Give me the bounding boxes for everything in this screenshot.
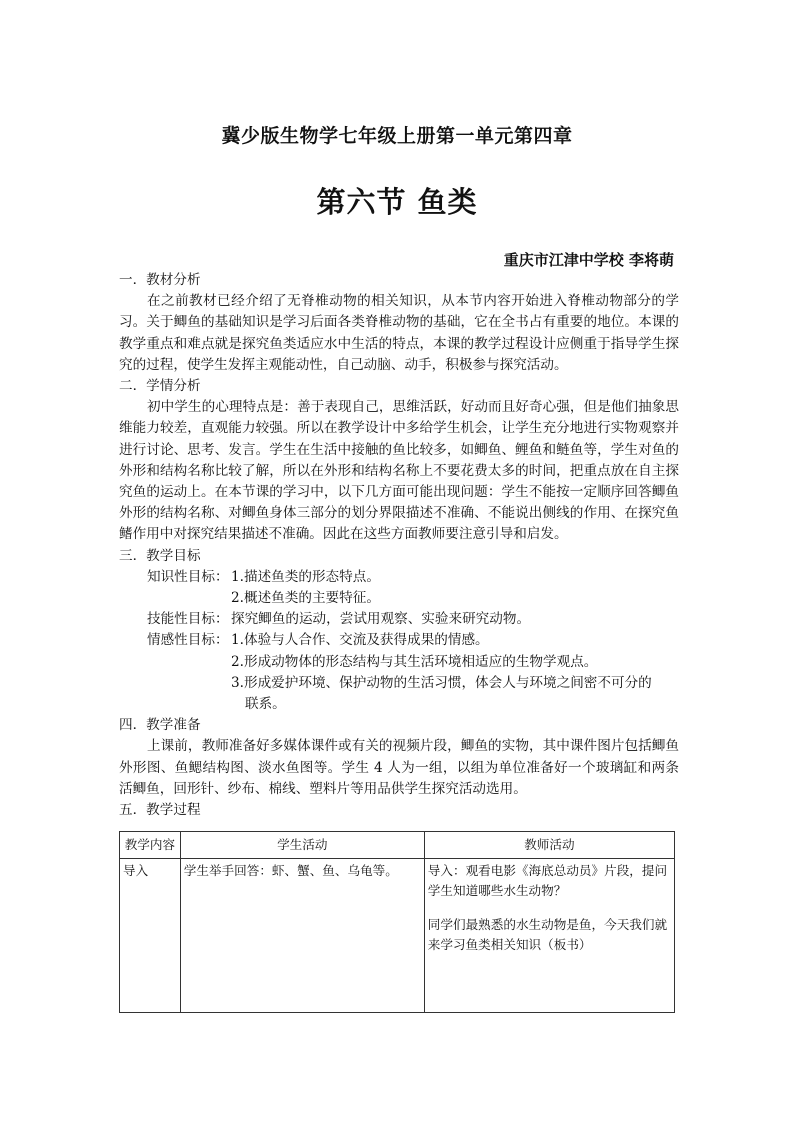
emotion-goal-2: 2.形成动物体的形态结构与其生活环境相适应的生物学观点。 bbox=[231, 653, 598, 670]
section-heading-3: 三．教学目标 bbox=[119, 547, 201, 564]
teaching-process-table bbox=[119, 831, 675, 1013]
table-header-row bbox=[120, 832, 675, 859]
cell-student-activity: 学生举手回答：虾、蟹、鱼、乌龟等。 bbox=[180, 859, 424, 1013]
emotion-goal-3: 3.形成爱护环境、保护动物的生活习惯，体会人与环境之间密不可分的 bbox=[231, 674, 652, 691]
teacher-activity-2: 同学们最熟悉的水生动物是鱼，今天我们就来学习鱼类相关知识（板书） bbox=[427, 917, 668, 952]
cell-content: 导入 bbox=[120, 859, 181, 1013]
section-text-4: 上课前，教师准备好多媒体课件或有关的视频片段，鲫鱼的实物，其中课件图片包括鲫鱼外形图、鱼鳃结构图、淡水鱼图等。学生 4 人为一组，以组为单位准备好一个玻璃缸和两条活鲫鱼，回形针、纱布、棉线、塑料片等用品供学生探究活动选用。 bbox=[119, 738, 679, 797]
column-header-teacher: 教师活动 bbox=[424, 832, 674, 859]
knowledge-goal-2: 2.概述鱼类的主要特征。 bbox=[231, 590, 380, 607]
emotion-goal-1: 1.体验与人合作、交流及获得成果的情感。 bbox=[231, 632, 489, 649]
knowledge-goal-row bbox=[119, 567, 679, 588]
section-heading-2: 二．学情分析 bbox=[119, 378, 201, 395]
document-title: 第六节 鱼类 bbox=[316, 185, 478, 219]
skill-goal-1: 探究鲫鱼的运动，尝试用观察、实验来研究动物。 bbox=[231, 611, 531, 628]
emotion-goal-label: 情感性目标： bbox=[147, 632, 229, 649]
column-header-student: 学生活动 bbox=[180, 832, 424, 859]
document-body bbox=[119, 270, 679, 821]
emotion-goal-3-cont: 联系。 bbox=[245, 696, 286, 713]
skill-goal-label: 技能性目标： bbox=[147, 611, 229, 628]
document-subtitle: 冀少版生物学七年级上册第一单元第四章 bbox=[221, 125, 573, 147]
teacher-activity-1: 导入：观看电影《海底总动员》片段，提问学生知道哪些水生动物？ bbox=[427, 863, 668, 898]
section-heading-5: 五．教学过程 bbox=[119, 802, 201, 819]
emotion-goal-row bbox=[119, 630, 679, 651]
table-row bbox=[120, 859, 675, 1013]
column-header-content: 教学内容 bbox=[120, 832, 181, 859]
cell-teacher-activity bbox=[424, 859, 674, 1013]
section-text-2: 初中学生的心理特点是：善于表现自己，思维活跃，好动而且好奇心强，但是他们抽象思维能力较差，直观能力较强。所以在教学设计中多给学生机会，让学生充分地进行实物观察并进行讨论、思考、发言。学生在生活中接触的鱼比较多，如鲫鱼、鲤鱼和鲢鱼等，学生对鱼的外形和结构名称比较了解，所以在外形和结构名称上不要花费太多的时间，把重点放在自主探究鱼的运动上。在本节课的学习中，以下几方面可能出现问题：学生不能按一定顺序回答鲫鱼外形的结构名称、对鲫鱼身体三部分的划分界限描述不准确、不能说出侧线的作用、在探究鱼鳍作用中对探究结果描述不准确。因此在这些方面教师要注意引导和启发。 bbox=[119, 399, 679, 543]
section-heading-4: 四．教学准备 bbox=[119, 717, 201, 734]
knowledge-goal-label: 知识性目标： bbox=[147, 568, 229, 585]
author-line: 重庆市江津中学校 李将萌 bbox=[503, 251, 674, 269]
knowledge-goal-1: 1.描述鱼类的形态特点。 bbox=[231, 568, 380, 585]
section-text-1: 在之前教材已经介绍了无脊椎动物的相关知识，从本节内容开始进入脊椎动物部分的学习。关于鲫鱼的基础知识是学习后面各类脊椎动物的基础，它在全书占有重要的地位。本课的教学重点和难点就是探究鱼类适应水中生活的特点，本课的教学过程设计应侧重于指导学生探究的过程，使学生发挥主观能动性，自己动脑、动手，积极参与探究活动。 bbox=[119, 293, 679, 373]
section-heading-1: 一．教材分析 bbox=[119, 272, 201, 288]
skill-goal-row bbox=[119, 609, 679, 630]
